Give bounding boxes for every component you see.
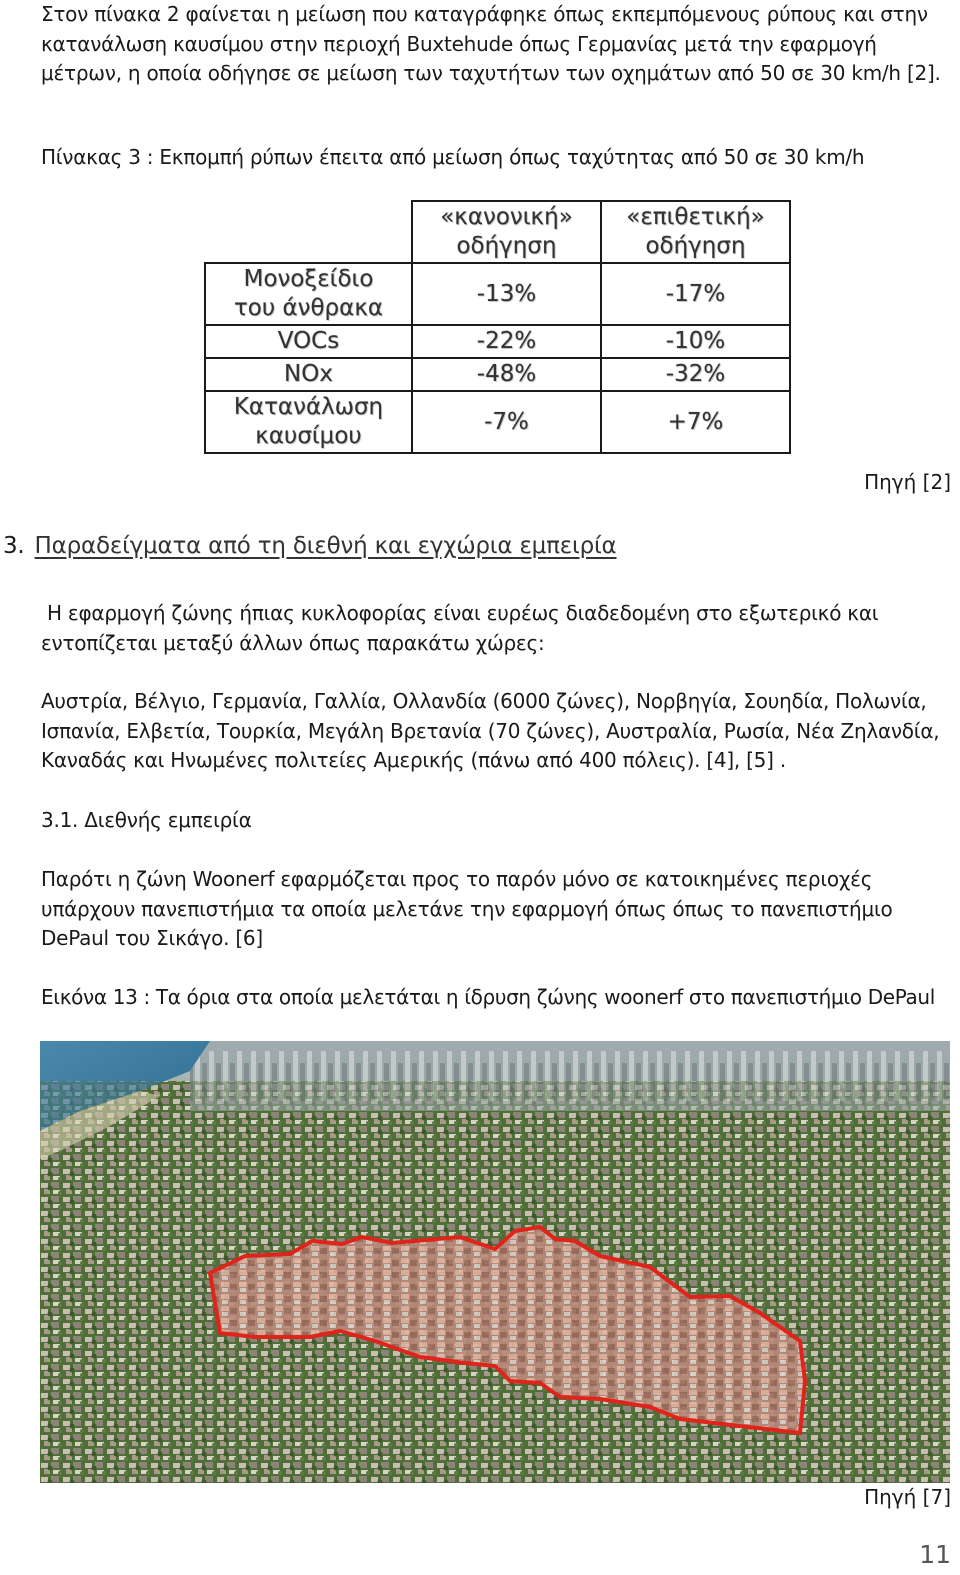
- row-label: Μονοξείδιο του άνθρακα: [205, 263, 412, 325]
- table-row: [205, 325, 790, 358]
- table-row: [205, 263, 790, 325]
- section-number: 3.: [3, 533, 25, 559]
- section-heading: [3, 531, 617, 561]
- cell-aggressive: -17%: [601, 263, 790, 325]
- section-title: Παραδείγματα από τη διεθνή και εγχώρια εμπειρία: [34, 533, 617, 559]
- page-number: 11: [919, 1540, 951, 1569]
- row-label: NOx: [205, 358, 412, 391]
- cell-aggressive: +7%: [601, 391, 790, 453]
- table-header-normal: «κανονική» οδήγηση: [412, 201, 601, 263]
- cell-normal: -7%: [412, 391, 601, 453]
- table-header-aggressive: «επιθετική» οδήγηση: [601, 201, 790, 263]
- table-corner-cell: [205, 201, 412, 263]
- table-row: [205, 358, 790, 391]
- table-row: [205, 391, 790, 453]
- figure-caption: Εικόνα 13 : Τα όρια στα οποία μελετάται η ίδρυση ζώνης woonerf στο πανεπιστήμιο DePaul: [41, 985, 935, 1009]
- aerial-photo-depaul-campus: [40, 1041, 950, 1483]
- cell-normal: -48%: [412, 358, 601, 391]
- table-caption: Πίνακας 3 : Εκπομπή ρύπων έπειτα από μείωση όπως ταχύτητας από 50 σε 30 km/h: [41, 145, 865, 169]
- cell-aggressive: -10%: [601, 325, 790, 358]
- emissions-table: [204, 200, 791, 454]
- cell-aggressive: -32%: [601, 358, 790, 391]
- aerial-photo-illustration: [40, 1041, 950, 1483]
- countries-intro-paragraph: Η εφαρμογή ζώνης ήπιας κυκλοφορίας είναι ευρέως διαδεδομένη στο εξωτερικό και εντοπίζεται μεταξύ άλλων όπως παρακάτω χώρες:: [41, 601, 879, 655]
- countries-list-paragraph: Αυστρία, Βέλγιο, Γερμανία, Γαλλία, Ολλανδία (6000 ζώνες), Νορβηγία, Σουηδία, Πολωνία, Ισπανία, Ελβετία, Τουρκία, Μεγάλη Βρετανία (70 ζώνες), Αυστραλία, Ρωσία, Νέα Ζηλανδία, Καναδάς και Ηνωμένες πολιτείες Αμερικής (πάνω από 400 πόλεις). [4], [5] .: [41, 689, 940, 772]
- cell-normal: -13%: [412, 263, 601, 325]
- cell-normal: -22%: [412, 325, 601, 358]
- row-label: Κατανάλωση καυσίμου: [205, 391, 412, 453]
- row-label: VOCs: [205, 325, 412, 358]
- intro-paragraph: Στον πίνακα 2 φαίνεται η μείωση που καταγράφηκε όπως εκπεμπόμενους ρύπους και στην κατανάλωση καυσίμου στην περιοχή Buxtehude όπως Γερμανίας μετά την εφαρμογή μέτρων, η οποία οδήγησε σε μείωση των ταχυτήτων των οχημάτων από 50 σε 30 km/h [2].: [41, 2, 941, 85]
- subsection-heading: 3.1. Διεθνής εμπειρία: [41, 808, 252, 832]
- table-source: Πηγή [2]: [864, 470, 951, 494]
- woonerf-paragraph: Παρότι η ζώνη Woonerf εφαρμόζεται προς το παρόν μόνο σε κατοικημένες περιοχές υπάρχουν πανεπιστήμια τα οποία μελετάνε την εφαρμογή όπως όπως το πανεπιστήμιο DePaul του Σικάγο. [6]: [41, 867, 893, 950]
- figure-source: Πηγή [7]: [864, 1485, 951, 1509]
